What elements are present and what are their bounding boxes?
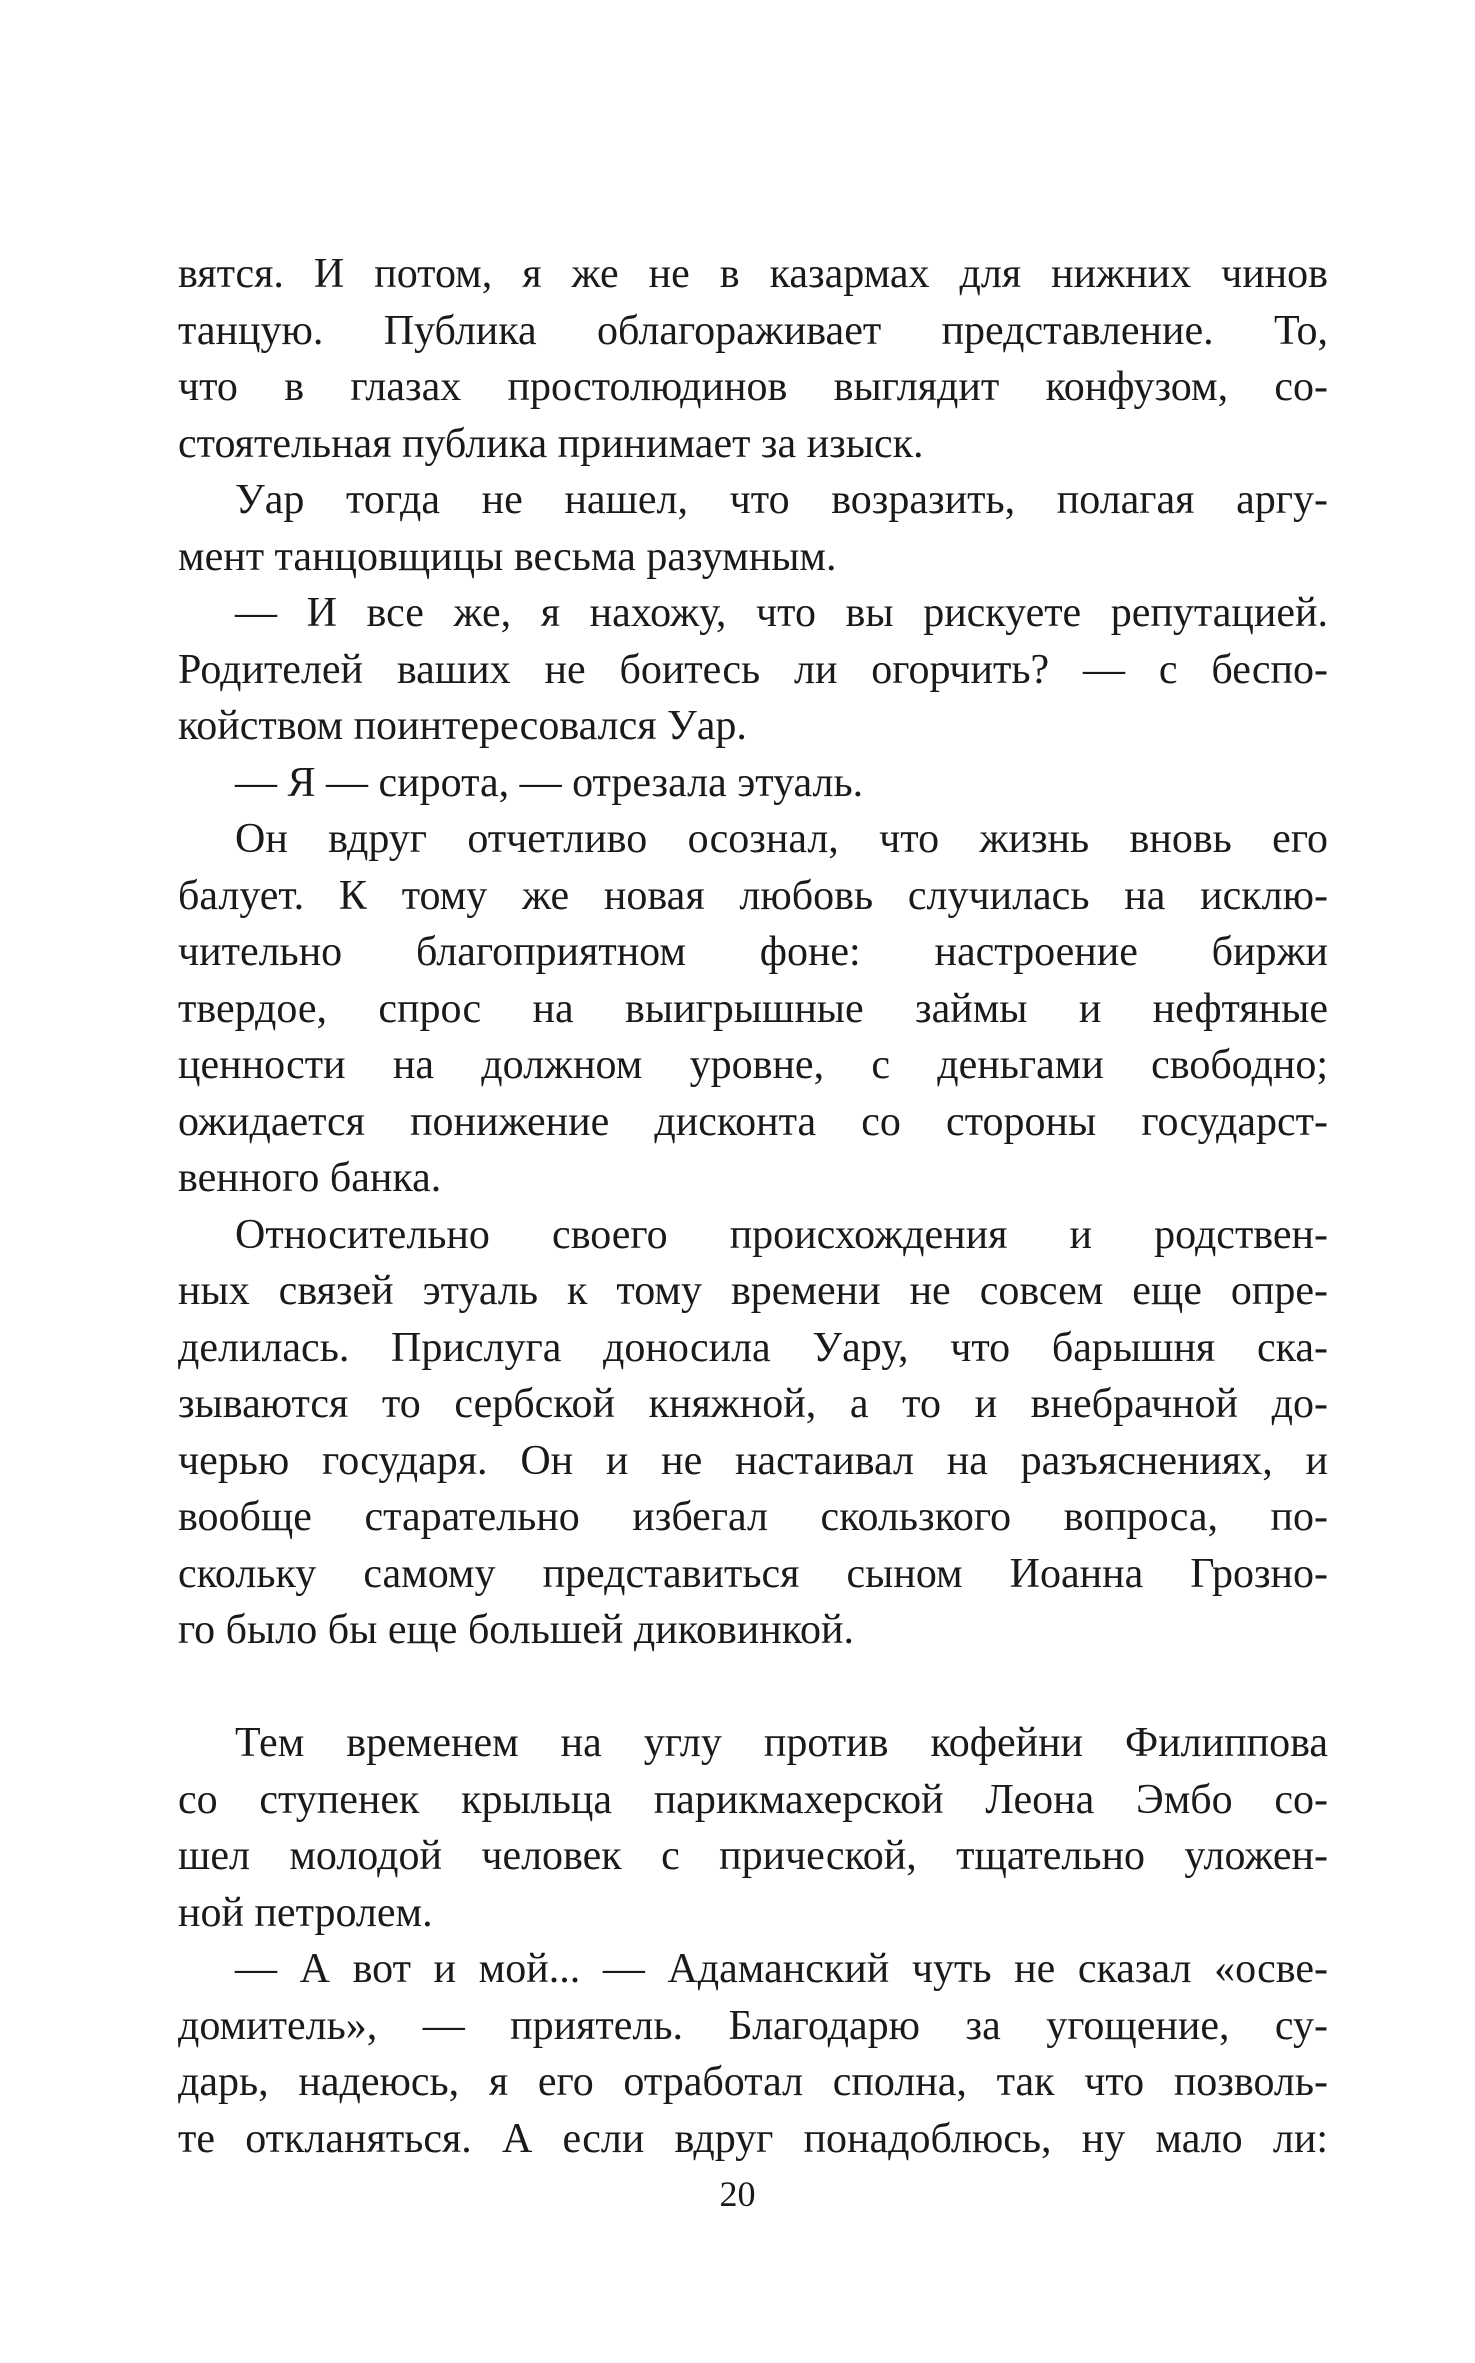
text-line: ценности на должном уровне, с деньгами свободно; [178,1042,1328,1088]
text-line: домитель», — приятель. Благодарю за угощение, су- [178,2002,1328,2049]
text-line: — Я — сирота, — отрезала этуаль. [235,759,864,806]
text-line: те откланяться. А если вдруг понадоблюсь, ну мало ли: [178,2115,1328,2162]
text-line: — А вот и мой... — Адаманский чуть не сказал «осве- [235,1946,1328,1992]
text-line: делилась. Прислуга доносила Уару, что барышня ска- [178,1324,1328,1371]
text-line: твердое, спрос на выигрышные займы и нефтяные [178,985,1328,1032]
text-line: со ступенек крыльца парикмахерской Леона Эмбо со- [178,1776,1328,1823]
text-line: дарь, надеюсь, я его отработал сполна, так что позволь- [178,2059,1328,2105]
text-line: танцую. Публика облагораживает представление. То, [178,307,1328,354]
text-line: вообще старательно избегал скользкого вопроса, по- [178,1494,1328,1540]
section-break [178,1659,1328,1716]
text-line: черью государя. Он и не настаивал на разъяснениях, и [178,1437,1328,1484]
page-number: 20 [719,2174,756,2214]
text-line: мент танцовщицы весьма разумным. [178,533,837,580]
text-line: Уар тогда не нашел, что возразить, полагая аргу- [235,477,1328,523]
text-line: ожидается понижение дисконта со стороны государст- [178,1098,1328,1145]
text-line: зываются то сербской княжной, а то и внебрачной до- [178,1381,1328,1427]
text-line: Родителей ваших не боитесь ли огорчить? — с беспо- [178,646,1328,693]
text-line: шел молодой человек с прической, тщательно уложен- [178,1833,1328,1879]
text-line: скольку самому представиться сыном Иоанна Грозно- [178,1550,1328,1597]
text-line: го было бы еще большей диковинкой. [178,1607,854,1653]
text-line: что в глазах простолюдинов выглядит конфузом, со- [178,364,1328,410]
text-line: ных связей этуаль к тому времени не совсем еще опре- [178,1268,1328,1314]
text-line: стоятельная публика принимает за изыск. [178,420,924,467]
text-line: венного банка. [178,1155,442,1201]
text-line: — И все же, я нахожу, что вы рискуете репутацией. [235,590,1328,636]
text-line: койством поинтересовался Уар. [178,703,747,749]
page-body [178,246,1328,2167]
text-line: Относительно своего происхождения и родствен- [235,1211,1328,1258]
text-line: ной петролем. [178,1889,433,1936]
text-line: балует. К тому же новая любовь случилась на исклю- [178,872,1328,919]
text-line: вятся. И потом, я же не в казармах для нижних чинов [178,251,1328,297]
text-line: Тем временем на углу против кофейни Филиппова [235,1720,1328,1766]
text-line: чительно благоприятном фоне: настроение биржи [178,929,1328,975]
text-line: Он вдруг отчетливо осознал, что жизнь вновь его [235,816,1328,862]
